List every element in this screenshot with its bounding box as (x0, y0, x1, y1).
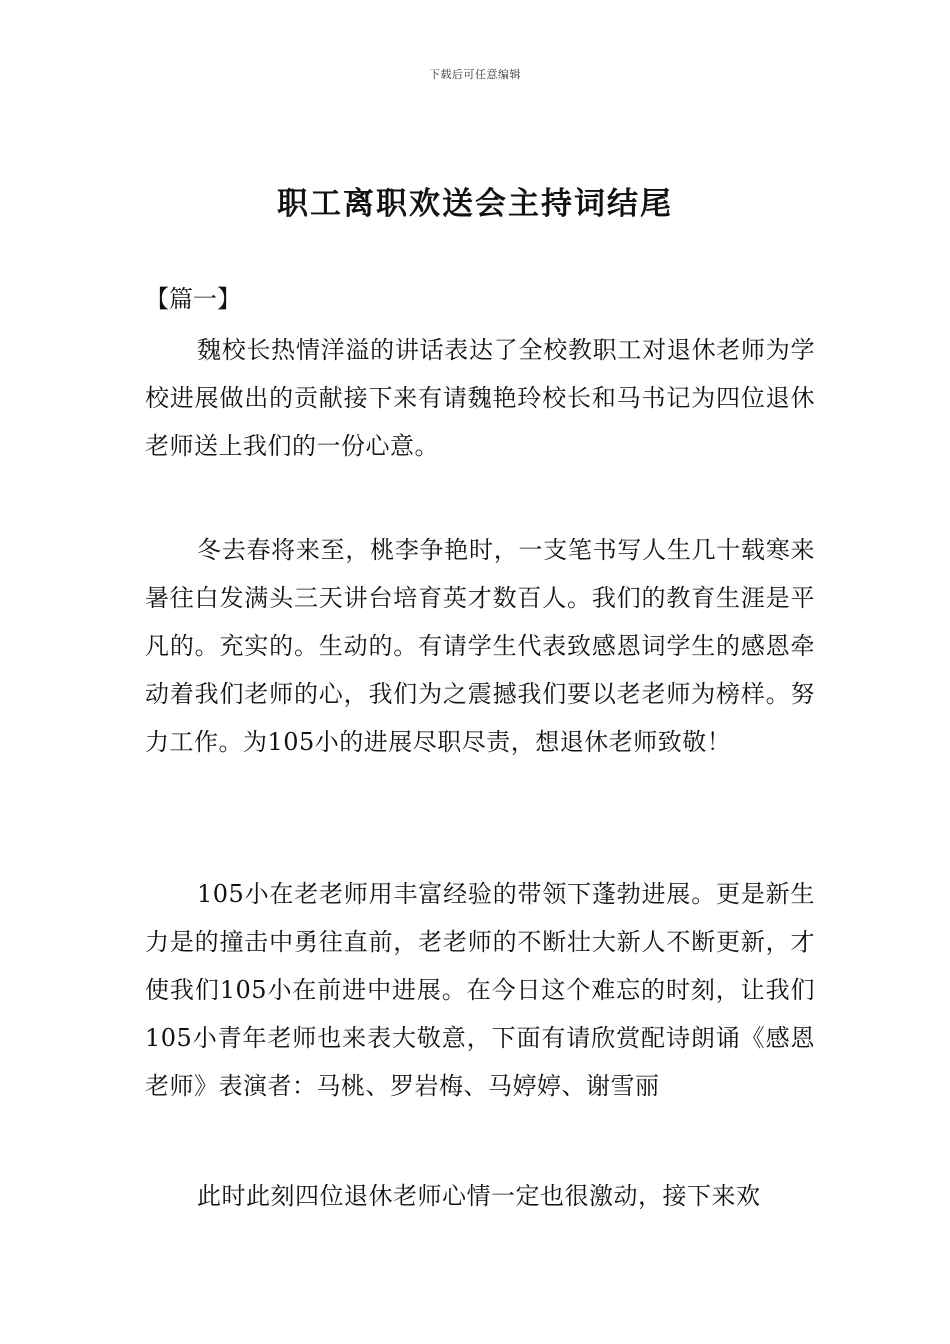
header-note: 下载后可任意编辑 (429, 68, 521, 81)
section-label: 【篇一】 (145, 285, 241, 313)
paragraph-4: 此时此刻四位退休老师心情一定也很激动，接下来欢 (197, 1182, 761, 1210)
paragraph-3: 105小在老老师用丰富经验的带领下蓬勃进展。更是新生力是的撞击中勇往直前，老老师的不断壮大新人不断更新，才使我们105小在前进中进展。在今日这个难忘的时刻，让我们105小青年老师也来表大敬意，下面有请欣赏配诗朗诵《感恩老师》表演者：马桃、罗岩梅、马婷婷、谢雪丽 (145, 880, 815, 1100)
paragraph-1: 魏校长热情洋溢的讲话表达了全校教职工对退休老师为学校进展做出的贡献接下来有请魏艳玲校长和马书记为四位退休老师送上我们的一份心意。 (145, 336, 815, 460)
page-title: 职工离职欢送会主持词结尾 (277, 186, 673, 222)
paragraph-2: 冬去春将来至，桃李争艳时，一支笔书写人生几十载寒来暑往白发满头三天讲台培育英才数百人。我们的教育生涯是平凡的。充实的。生动的。有请学生代表致感恩词学生的感恩牵动着我们老师的心，我们为之震撼我们要以老老师为榜样。努力工作。为105小的进展尽职尽责，想退休老师致敬！ (145, 536, 815, 756)
